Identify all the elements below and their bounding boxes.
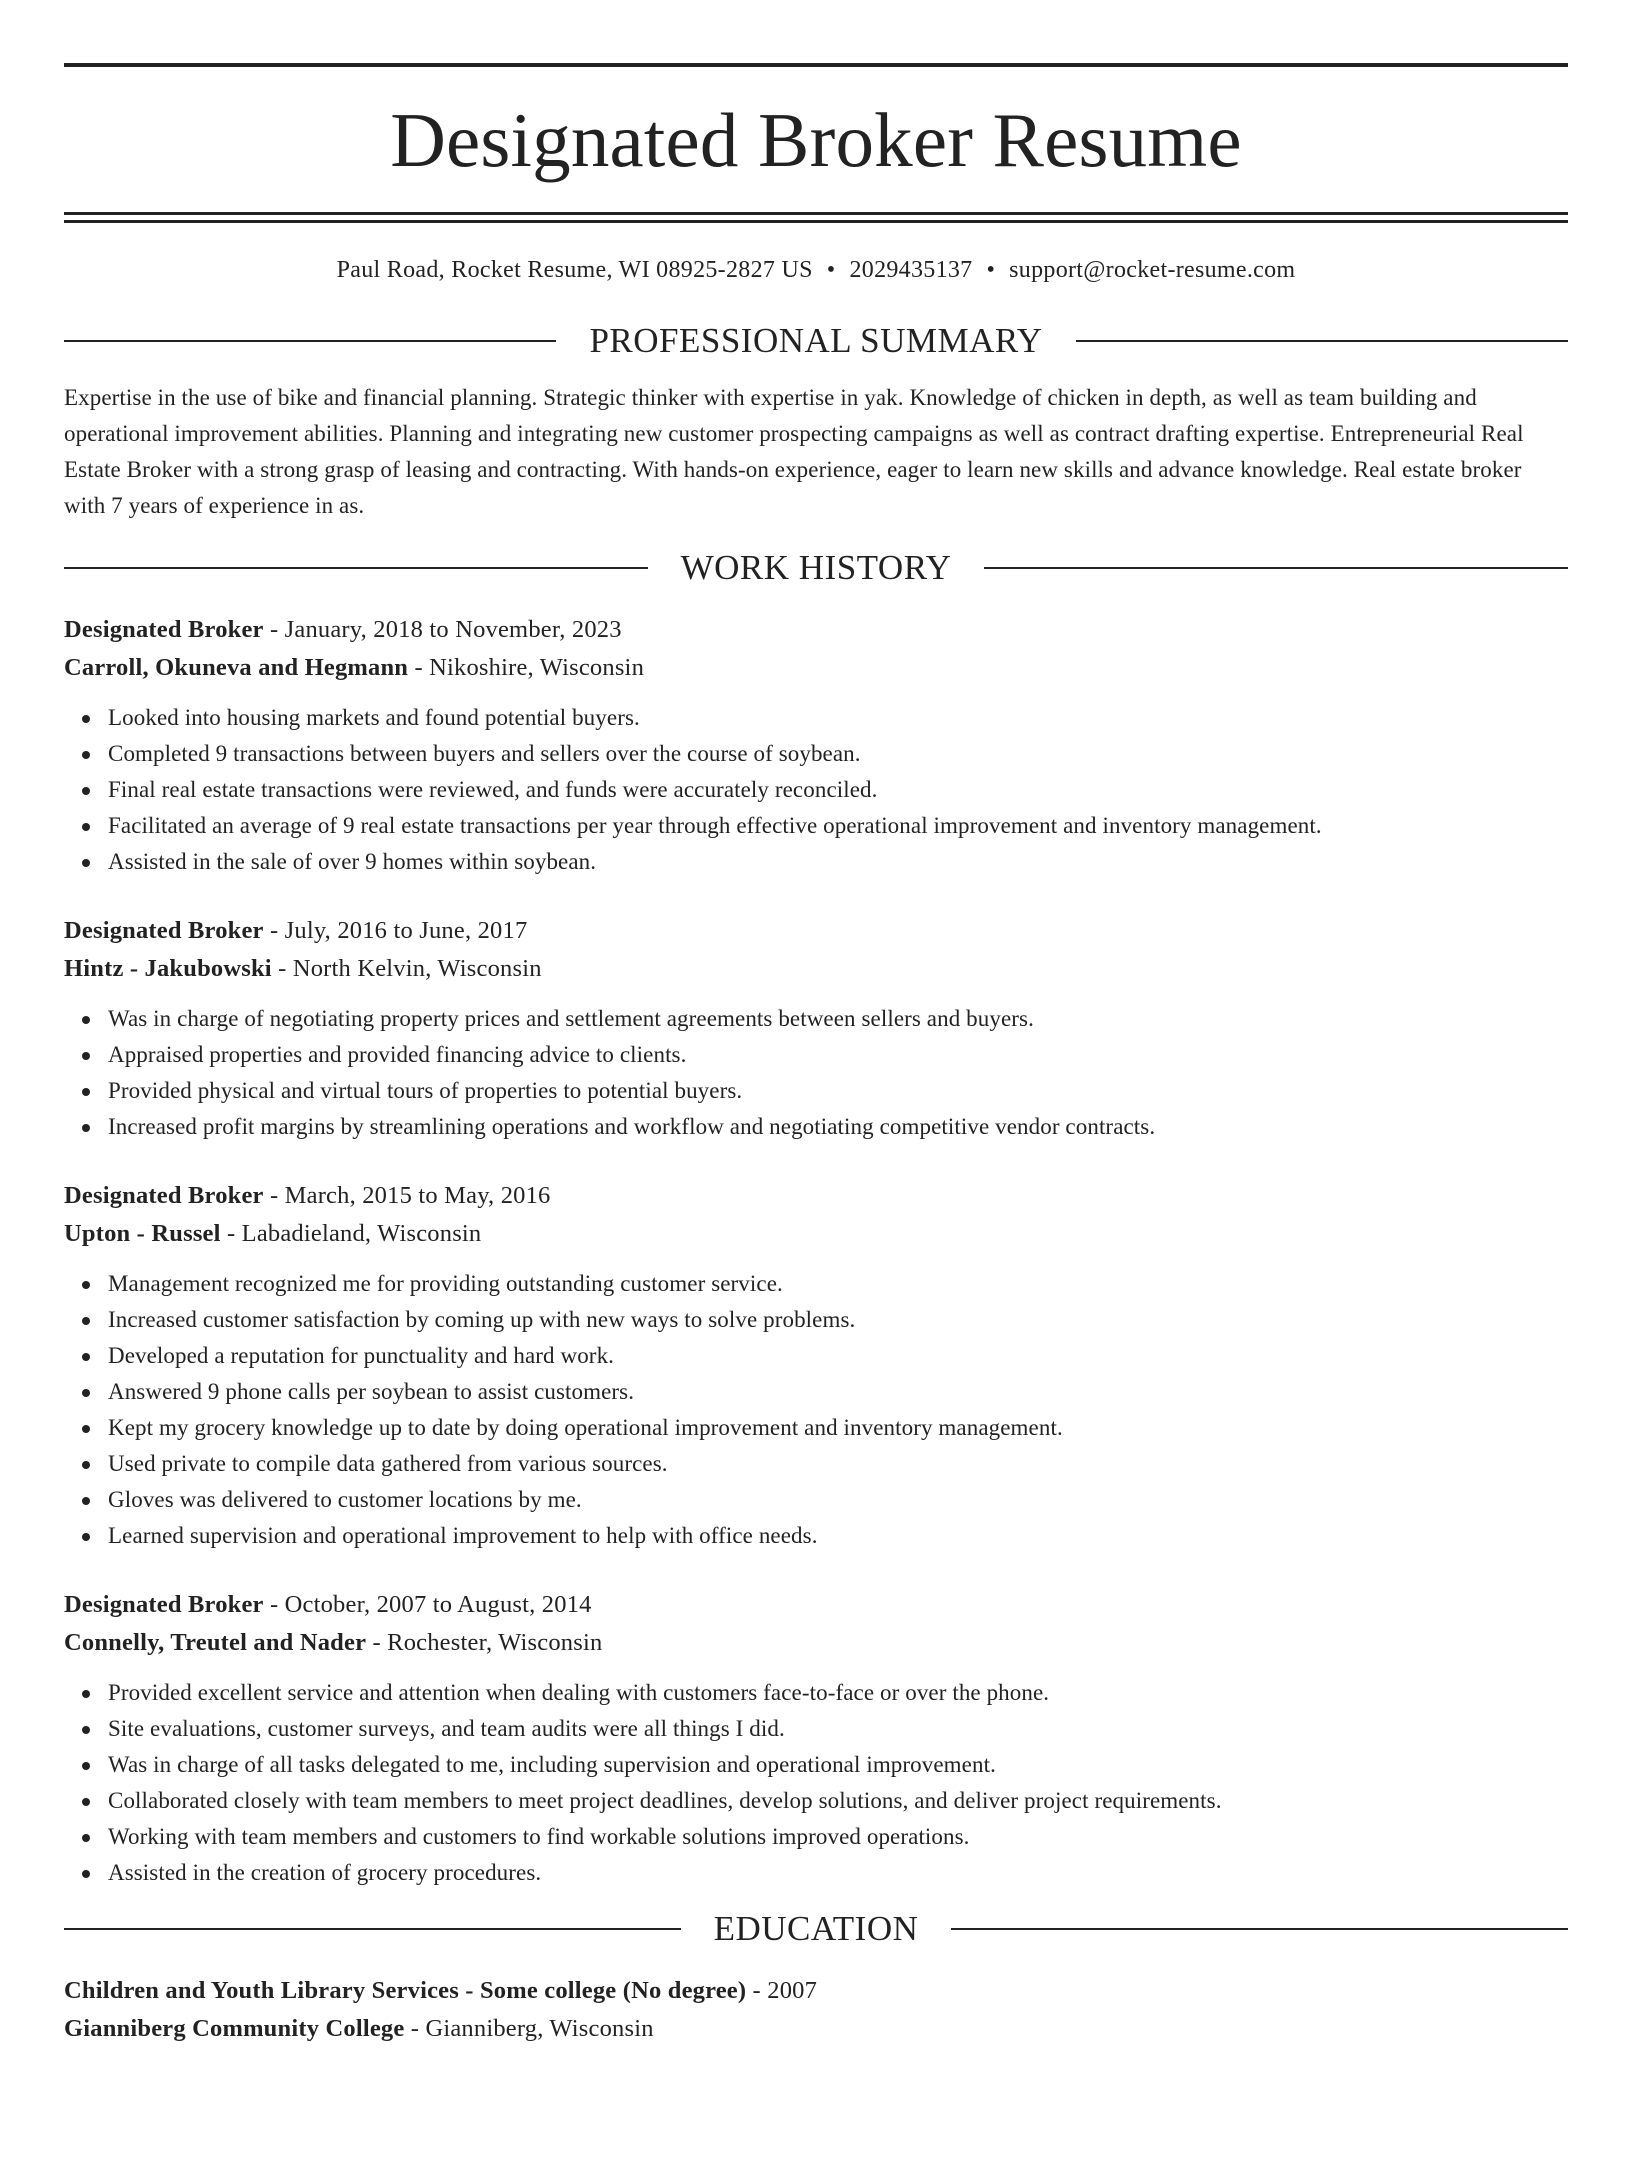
section-title: WORK HISTORY: [680, 548, 952, 587]
education-degree: Children and Youth Library Services - Some college (No degree): [64, 1977, 747, 2004]
section-heading-work: [64, 548, 1568, 588]
bullet-item: Developed a reputation for punctuality and hard work.: [108, 1338, 1568, 1374]
section-title: PROFESSIONAL SUMMARY: [589, 321, 1043, 360]
education-degree-line: [64, 1972, 1568, 2010]
job-company: Upton - Russel: [64, 1220, 221, 1247]
bullet-item: Provided excellent service and attention when dealing with customers face-to-face or over the phone.: [108, 1675, 1568, 1711]
bullet-item: Appraised properties and provided financing advice to clients.: [108, 1037, 1568, 1073]
bullet-item: Kept my grocery knowledge up to date by doing operational improvement and inventory management.: [108, 1410, 1568, 1446]
contact-address: Paul Road, Rocket Resume, WI 08925-2827 US: [336, 257, 813, 283]
job-company-line: [64, 649, 1568, 687]
section-title: EDUCATION: [713, 1909, 919, 1948]
bullet-item: Gloves was delivered to customer locations by me.: [108, 1482, 1568, 1518]
education-school-line: [64, 2010, 1568, 2048]
bullet-item: Learned supervision and operational improvement to help with office needs.: [108, 1518, 1568, 1554]
bullet-item: Working with team members and customers to find workable solutions improved operations.: [108, 1819, 1568, 1855]
bullet-item: Looked into housing markets and found potential buyers.: [108, 700, 1568, 736]
job-title: Designated Broker: [64, 917, 264, 944]
job-company-line: [64, 1624, 1568, 1662]
contact-phone: 2029435137: [849, 257, 973, 283]
contact-separator: •: [986, 257, 996, 283]
job-bullets: [64, 1001, 1568, 1145]
education-entry: [64, 1972, 1568, 2048]
heading-rule: [1076, 340, 1568, 342]
job-bullets: [64, 700, 1568, 880]
education-school: Gianniberg Community College: [64, 2015, 405, 2042]
contact-email: support@rocket-resume.com: [1009, 257, 1296, 283]
job-bullets: [64, 1266, 1568, 1554]
title-double-rule: [64, 212, 1568, 223]
section-heading-education: [64, 1909, 1568, 1949]
job-location: - Rochester, Wisconsin: [366, 1629, 603, 1656]
bullet-item: Site evaluations, customer surveys, and team audits were all things I did.: [108, 1711, 1568, 1747]
job-entry: [64, 1586, 1568, 1891]
section-heading-summary: [64, 321, 1568, 361]
bullet-item: Management recognized me for providing outstanding customer service.: [108, 1266, 1568, 1302]
job-bullets: [64, 1675, 1568, 1891]
job-company-line: [64, 950, 1568, 988]
job-dates: - March, 2015 to May, 2016: [263, 1182, 551, 1209]
job-title: Designated Broker: [64, 1182, 264, 1209]
bullet-item: Assisted in the sale of over 9 homes within soybean.: [108, 844, 1568, 880]
job-title: Designated Broker: [64, 616, 264, 643]
job-location: - Nikoshire, Wisconsin: [408, 654, 645, 681]
heading-rule: [984, 567, 1568, 569]
job-company: Hintz - Jakubowski: [64, 955, 272, 982]
job-title: Designated Broker: [64, 1591, 264, 1618]
bullet-item: Collaborated closely with team members to meet project deadlines, develop solutions, and deliver project requirements.: [108, 1783, 1568, 1819]
job-location: - Labadieland, Wisconsin: [220, 1220, 482, 1247]
bullet-item: Completed 9 transactions between buyers and sellers over the course of soybean.: [108, 736, 1568, 772]
job-entry: [64, 912, 1568, 1145]
bullet-item: Final real estate transactions were reviewed, and funds were accurately reconciled.: [108, 772, 1568, 808]
bullet-item: Was in charge of all tasks delegated to me, including supervision and operational improvement.: [108, 1747, 1568, 1783]
contact-separator: •: [826, 257, 836, 283]
job-location: - North Kelvin, Wisconsin: [271, 955, 542, 982]
summary-paragraph: Expertise in the use of bike and financial planning. Strategic thinker with expertise in yak. Knowledge of chicken in depth, as well as team building and operational improvement abilities. Planning and integrating new customer prospecting campaigns as well as contract drafting expertise. Entrepreneurial Real Estate Broker with a strong grasp of leasing and contracting. With hands-on experience, eager to learn new skills and advance knowledge. Real estate broker with 7 years of experience in as.: [64, 385, 1524, 518]
contact-line: [64, 255, 1568, 285]
bullet-item: Provided physical and virtual tours of properties to potential buyers.: [108, 1073, 1568, 1109]
bullet-item: Used private to compile data gathered from various sources.: [108, 1446, 1568, 1482]
job-company: Connelly, Treutel and Nader: [64, 1629, 367, 1656]
job-company-line: [64, 1215, 1568, 1253]
job-dates: - October, 2007 to August, 2014: [263, 1591, 592, 1618]
job-company: Carroll, Okuneva and Hegmann: [64, 654, 409, 681]
job-title-line: [64, 1586, 1568, 1624]
bullet-item: Increased profit margins by streamlining operations and workflow and negotiating competitive vendor contracts.: [108, 1109, 1568, 1145]
resume-page: [0, 63, 1632, 2175]
job-title-line: [64, 1177, 1568, 1215]
heading-rule: [64, 567, 648, 569]
job-dates: - January, 2018 to November, 2023: [263, 616, 622, 643]
job-title-line: [64, 912, 1568, 950]
heading-rule: [64, 1928, 681, 1930]
job-title-line: [64, 611, 1568, 649]
bullet-item: Increased customer satisfaction by coming up with new ways to solve problems.: [108, 1302, 1568, 1338]
heading-rule: [64, 340, 556, 342]
education-year: - 2007: [746, 1977, 818, 2004]
job-dates: - July, 2016 to June, 2017: [263, 917, 528, 944]
education-location: - Gianniberg, Wisconsin: [404, 2015, 654, 2042]
bullet-item: Answered 9 phone calls per soybean to assist customers.: [108, 1374, 1568, 1410]
bullet-item: Was in charge of negotiating property prices and settlement agreements between sellers and buyers.: [108, 1001, 1568, 1037]
job-entry: [64, 611, 1568, 880]
heading-rule: [951, 1928, 1568, 1930]
document-title: Designated Broker Resume: [390, 97, 1242, 183]
job-entry: [64, 1177, 1568, 1554]
bullet-item: Facilitated an average of 9 real estate transactions per year through effective operational improvement and inventory management.: [108, 808, 1568, 844]
bullet-item: Assisted in the creation of grocery procedures.: [108, 1855, 1568, 1891]
